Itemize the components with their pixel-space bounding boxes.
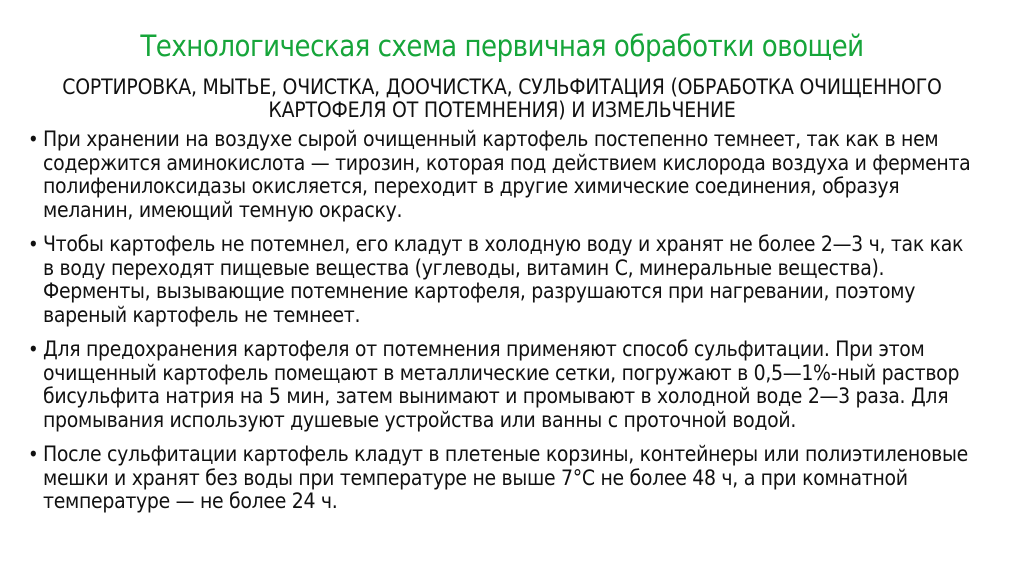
bullet-item: [28, 338, 976, 432]
bullet-item: [28, 128, 976, 222]
bullet-text: Чтобы картофель не потемнел, его кладут в холодную воду и хранят не более 2—3 ч, так как в воду переходят пищевые вещества (углеводы, витамин С, минеральные вещества). Ферменты, вызывающие потемнение картофеля, разрушаются при нагревании, поэтому вареный картофель не темнеет.: [43, 232, 964, 327]
bullet-icon: •: [28, 127, 39, 151]
slide-title: Технологическая схема первичная обработки овощей: [140, 29, 864, 63]
bullet-icon: •: [28, 232, 39, 256]
bullet-text: Для предохранения картофеля от потемнения применяют способ сульфитации. При этом очищенный картофель помещают в металлические сетки, погружают в 0,5—1%-ный раствор бисульфита натрия на 5 мин, затем вынимают и промывают в холодной воде 2—3 раза. Для промывания используют душевые устройства или ванны с проточной водой.: [43, 337, 960, 432]
bullet-item: [28, 233, 976, 327]
bullet-text: При хранении на воздухе сырой очищенный картофель постепенно темнеет, так как в нем содержится аминокислота — тирозин, которая под действием кислорода воздуха и фермента полифенилоксидазы окисляется, переходит в другие химические соединения, образуя меланин, имеющий темную окраску.: [43, 127, 971, 222]
bullet-icon: •: [28, 442, 39, 466]
bullet-text: После сульфитации картофель кладут в плетеные корзины, контейнеры или полиэтиленовые мешки и хранят без воды при температуре не выше 7°С не более 48 ч, а при комнатной температуре — не более 24 ч.: [43, 442, 968, 513]
bullet-list: [28, 128, 976, 514]
bullet-icon: •: [28, 337, 39, 361]
slide-subtitle: СОРТИРОВКА, МЫТЬЕ, ОЧИСТКА, ДООЧИСТКА, СУЛЬФИТАЦИЯ (ОБРАБОТКА ОЧИЩЕННОГО КАРТОФЕЛЯ ОТ ПОТЕМНЕНИЯ) И ИЗМЕЛЬЧЕНИЕ: [62, 75, 942, 122]
bullet-item: [28, 443, 976, 514]
